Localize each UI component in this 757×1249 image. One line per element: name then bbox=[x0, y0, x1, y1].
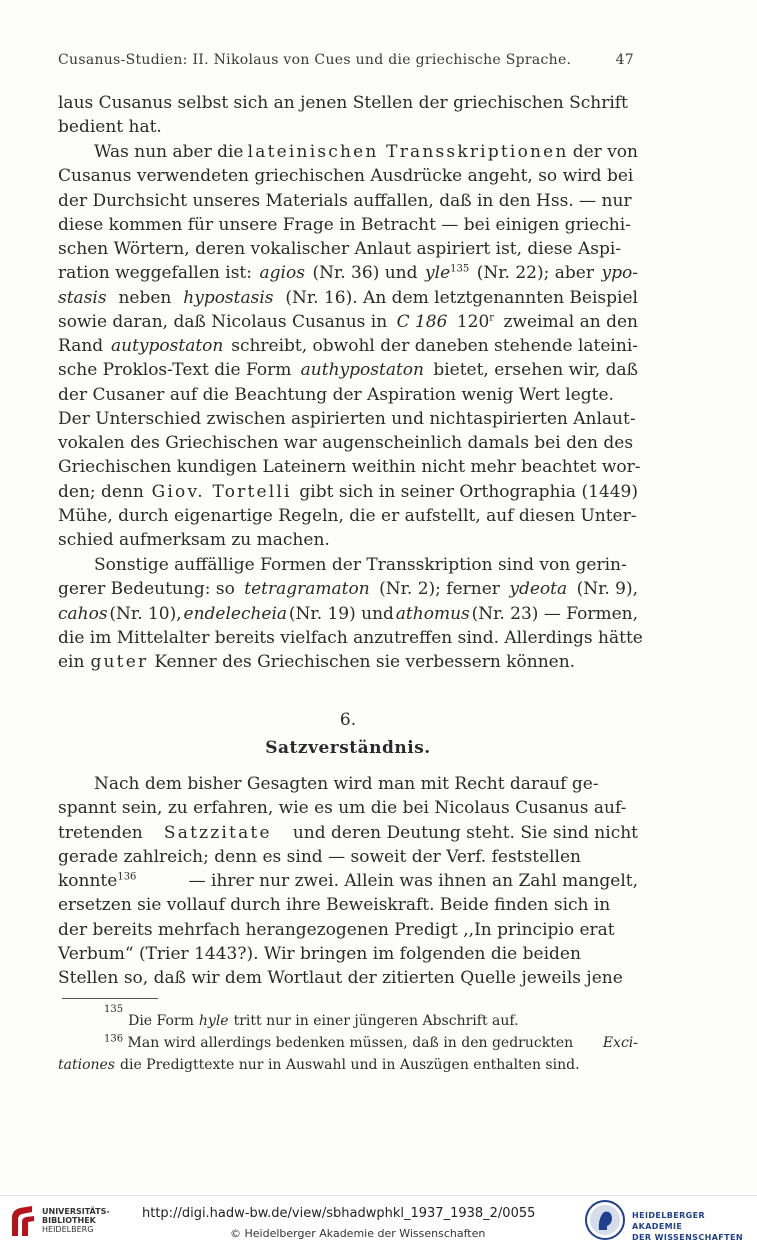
digitization-footer bbox=[0, 1195, 757, 1249]
text-line: die im Mittelalter bereits vielfach anzutreffen sind. Allerdings hätte bbox=[58, 627, 643, 648]
permalink-url[interactable]: http://digi.hadw-bw.de/view/sbhadwphkl_1937_1938_2/0055 bbox=[142, 1206, 536, 1221]
page-number: 47 bbox=[615, 52, 634, 68]
text-line: laus Cusanus selbst sich an jenen Stellen der griechischen Schrift bbox=[58, 93, 628, 113]
text-line: cahos (Nr. 10), endelecheia (Nr. 19) und athomus (Nr. 23) — Formen, bbox=[58, 603, 638, 624]
text-line: der bereits mehrfach herangezogenen Predigt ,,In principio erat bbox=[58, 919, 615, 940]
footnote-136: $^{136}$ Man wird allerdings bedenken müssen, daß in den gedruckten Exci- bbox=[104, 1033, 638, 1051]
text-line: der Durchsicht unseres Materials auffallen, daß in den Hss. — nur bbox=[58, 190, 632, 211]
text-line: Der Unterschied zwischen aspirierten und nichtaspirierten Anlaut- bbox=[58, 408, 636, 429]
text-line: gerer Bedeutung: so tetragramaton (Nr. 2); ferner ydeota (Nr. 9), bbox=[58, 579, 638, 600]
text-line: sche Proklos-Text die Form authypostaton bietet, ersehen wir, daß bbox=[58, 360, 638, 381]
text-line: Sonstige auffällige Formen der Transskription sind von gerin- bbox=[94, 555, 627, 575]
emphasis-spaced: guter bbox=[90, 652, 149, 672]
paragraph-sentence-citations bbox=[58, 772, 638, 990]
paragraph-continuation bbox=[58, 91, 638, 140]
footnotes bbox=[58, 1004, 638, 1076]
section-title: Satzverständnis. bbox=[265, 738, 431, 758]
text-line: Mühe, durch eigenartige Regeln, die er aufstellt, auf diesen Unter- bbox=[58, 505, 637, 526]
text-line: diese kommen für unsere Frage in Betracht — bei einigen griechi- bbox=[58, 214, 631, 235]
emphasis-spaced: lateinischen Transskriptionen bbox=[247, 142, 569, 162]
text-line: schen Wörtern, deren vokalischer Anlaut aspiriert ist, diese Aspi- bbox=[58, 239, 622, 259]
text-line: den; denn Giov. Tortelli gibt sich in seiner Orthographia (1449) bbox=[58, 480, 638, 504]
footnote-divider bbox=[62, 998, 158, 999]
text-line: schied aufmerksam zu machen. bbox=[58, 530, 330, 550]
text-line: Stellen so, daß wir dem Wortlaut der zitierten Quelle jeweils jene bbox=[58, 968, 623, 988]
text-line: gerade zahlreich; denn es sind — soweit der Verf. feststellen bbox=[58, 846, 582, 867]
section-number: 6. bbox=[339, 710, 357, 730]
running-head bbox=[58, 52, 634, 68]
text-line: ersetzen sie vollauf durch ihre Beweiskraft. Beide finden sich in bbox=[58, 895, 611, 916]
text-line: sowie daran, daß Nicolaus Cusanus in C 186 120$^r$ zweimal an den bbox=[58, 311, 638, 332]
text-line: der Cusaner auf die Beachtung der Aspiration wenig Wert legte. bbox=[58, 384, 614, 405]
footnote-135: 135 Die Form hyle tritt nur in einer jüngeren Abschrift auf. bbox=[104, 1004, 519, 1029]
text-line: Griechischen kundigen Lateinern weithin nicht mehr beachtet wor- bbox=[58, 457, 641, 478]
running-title: Cusanus-Studien: II. Nikolaus von Cues und die griechische Sprache. bbox=[58, 52, 572, 68]
footnote-ref-136: 136 bbox=[117, 871, 137, 883]
text-line: konnte$^{136}$ — ihrer nur zwei. Allein was ihnen an Zahl mangelt, bbox=[58, 871, 638, 891]
text-line: Nach dem bisher Gesagten wird man mit Recht darauf ge- bbox=[94, 774, 599, 794]
library-name: UNIVERSITÄTS- BIBLIOTHEK HEIDELBERG bbox=[42, 1207, 110, 1234]
paragraph-transcriptions bbox=[58, 140, 641, 552]
text-line: Verbum“ (Trier 1443?). Wir bringen im folgenden die beiden bbox=[58, 943, 581, 964]
text-line: Was nun aber die lateinischen Transskriptionen der von bbox=[58, 140, 638, 164]
text-line: ration weggefallen ist: agios (Nr. 36) und yle$^{135}$ (Nr. 22); aber ypo- bbox=[58, 263, 638, 284]
footnote-136-continued: tationes die Predigttexte nur in Auswahl und in Auszügen enthalten sind. bbox=[58, 1057, 580, 1073]
text-line: tretenden Satzzitate und deren Deutung steht. Sie sind nicht bbox=[58, 821, 638, 845]
academy-seal-icon bbox=[585, 1200, 625, 1240]
footnote-ref-135: 135 bbox=[450, 263, 470, 275]
text-line: vokalen des Griechischen war augenscheinlich damals bei den des bbox=[58, 433, 634, 453]
paragraph-other-forms bbox=[58, 553, 643, 674]
emphasis-spaced: Giov. Tortelli bbox=[151, 481, 292, 502]
text-line: Rand autypostaton schreibt, obwohl der daneben stehende lateini- bbox=[58, 336, 638, 356]
emphasis-spaced: Satzzitate bbox=[163, 822, 272, 843]
text-line: ein guter Kenner des Griechischen sie verbessern können. bbox=[58, 650, 638, 674]
text-line: spannt sein, zu erfahren, wie es um die bei Nicolaus Cusanus auf- bbox=[58, 798, 627, 819]
copyright-notice: © Heidelberger Akademie der Wissenschaften bbox=[230, 1227, 486, 1240]
academy-name: HEIDELBERGER AKADEMIE DER WISSENSCHAFTEN bbox=[632, 1211, 743, 1242]
university-library-logo-icon bbox=[8, 1204, 38, 1240]
text-line: Cusanus verwendeten griechischen Ausdrücke angeht, so wird bei bbox=[58, 166, 634, 187]
text-line: bedient hat. bbox=[58, 117, 162, 138]
text-line: stasis neben hypostasis (Nr. 16). An dem letztgenannten Beispiel bbox=[58, 287, 638, 308]
